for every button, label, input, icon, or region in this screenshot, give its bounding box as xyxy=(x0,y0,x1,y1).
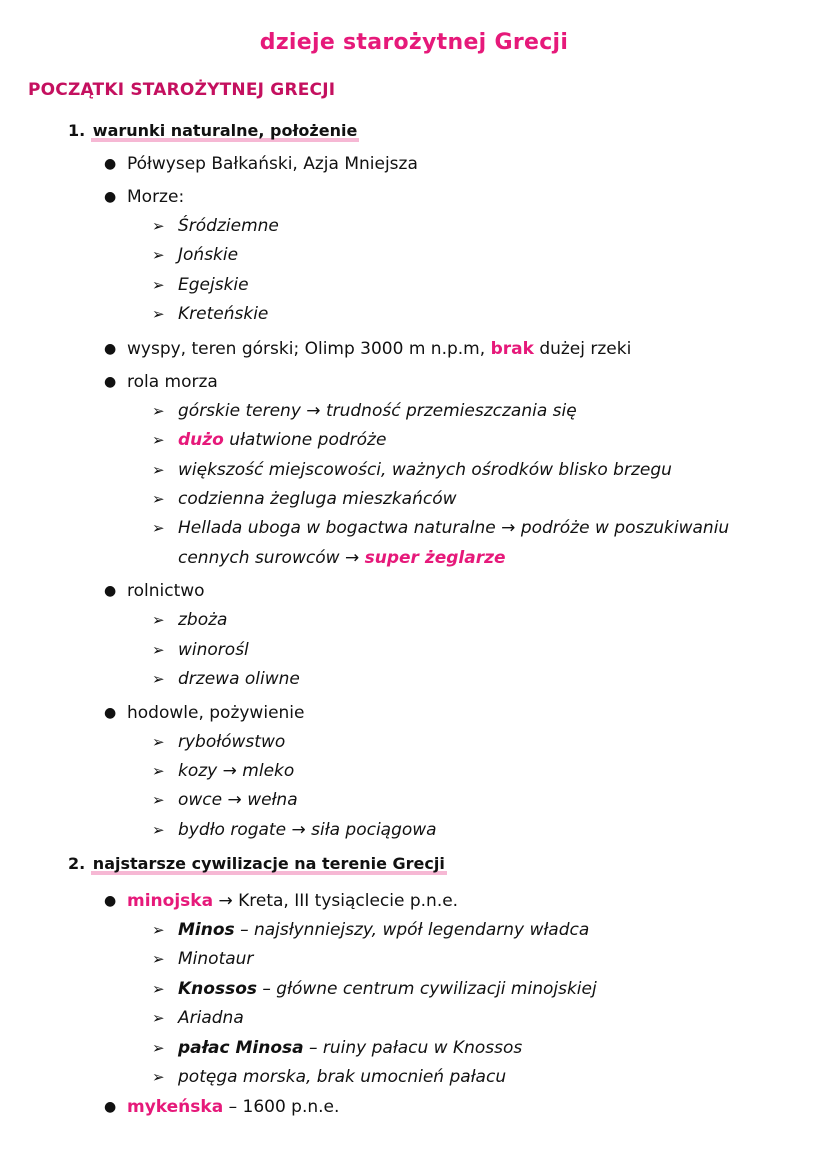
highlight-text: minojska xyxy=(127,891,214,911)
chevron-right-icon: ➢ xyxy=(152,1039,165,1057)
list-item: ● rolnictwo xyxy=(104,581,205,601)
sub-item: ➢ Knossos – główne centrum cywilizacji minojskiej xyxy=(152,979,597,999)
sub-item: ➢ bydło rogate → siła pociągowa xyxy=(152,820,437,840)
chevron-right-icon: ➢ xyxy=(152,762,165,780)
chevron-right-icon: ➢ xyxy=(152,980,165,998)
sub-item: ➢ pałac Minosa – ruiny pałacu w Knossos xyxy=(152,1038,523,1058)
section-1-number: 1. xyxy=(68,121,86,140)
sub-item: ➢ Minotaur xyxy=(152,949,254,969)
section-2-title: najstarsze cywilizacje na terenie Grecji xyxy=(91,854,447,876)
list-item: ● rola morza xyxy=(104,372,218,392)
chevron-right-icon: ➢ xyxy=(152,305,165,323)
sub-item: ➢ kozy → mleko xyxy=(152,761,295,781)
sub-item: ➢ Hellada uboga w bogactwa naturalne → podróże w poszukiwaniu xyxy=(152,518,730,538)
chevron-right-icon: ➢ xyxy=(152,1009,165,1027)
chevron-right-icon: ➢ xyxy=(152,641,165,659)
list-item: ● mykeńska – 1600 p.n.e. xyxy=(104,1097,340,1117)
sub-item: ➢ Kreteńskie xyxy=(152,304,269,324)
highlight-text: super żeglarze xyxy=(364,548,506,568)
arrow-right-icon: → xyxy=(306,401,321,421)
chevron-right-icon: ➢ xyxy=(152,217,165,235)
chevron-right-icon: ➢ xyxy=(152,519,165,537)
section-1-title: warunki naturalne, położenie xyxy=(91,121,360,143)
chevron-right-icon: ➢ xyxy=(152,733,165,751)
chevron-right-icon: ➢ xyxy=(152,276,165,294)
sub-item: ➢ potęga morska, brak umocnień pałacu xyxy=(152,1067,507,1087)
sub-item: ➢ Minos – najsłynniejszy, wpół legendarny władca xyxy=(152,920,590,940)
chevron-right-icon: ➢ xyxy=(152,461,165,479)
sub-item: ➢ Egejskie xyxy=(152,275,249,295)
arrow-right-icon: → xyxy=(218,891,233,911)
section-2-number: 2. xyxy=(68,854,86,873)
highlight-text: dużo xyxy=(178,430,224,450)
chevron-right-icon: ➢ xyxy=(152,1068,165,1086)
arrow-right-icon: → xyxy=(344,548,360,568)
sub-item: ➢ większość miejscowości, ważnych ośrodków blisko brzegu xyxy=(152,460,672,480)
sub-item: ➢ zboża xyxy=(152,610,228,630)
chevron-right-icon: ➢ xyxy=(152,950,165,968)
arrow-right-icon: → xyxy=(222,761,237,781)
highlight-text: brak xyxy=(490,339,534,359)
highlight-text: mykeńska xyxy=(127,1097,224,1117)
arrow-right-icon: → xyxy=(501,518,516,538)
list-item: ● Morze: xyxy=(104,187,185,207)
list-item: ● hodowle, pożywienie xyxy=(104,703,305,723)
sub-item: ➢ codzienna żegluga mieszkańców xyxy=(152,489,457,509)
sub-item: ➢ Jońskie xyxy=(152,245,239,265)
document-title: dzieje starożytnej Grecji xyxy=(259,30,569,55)
sub-item: ➢ górskie tereny → trudność przemieszczania się xyxy=(152,401,577,421)
chevron-right-icon: ➢ xyxy=(152,490,165,508)
chevron-right-icon: ➢ xyxy=(152,670,165,688)
list-item: ● minojska → Kreta, III tysiąclecie p.n.e. xyxy=(104,891,459,911)
chevron-right-icon: ➢ xyxy=(152,791,165,809)
section-2-heading xyxy=(68,854,447,873)
sub-item: ➢ Ariadna xyxy=(152,1008,244,1028)
chevron-right-icon: ➢ xyxy=(152,402,165,420)
chevron-right-icon: ➢ xyxy=(152,921,165,939)
sub-item: ➢ rybołówstwo xyxy=(152,732,286,752)
arrow-right-icon: → xyxy=(291,820,306,840)
chevron-right-icon: ➢ xyxy=(152,431,165,449)
list-item: ● Półwysep Bałkański, Azja Mniejsza xyxy=(104,154,418,174)
section-heading: POCZĄTKI STAROŻYTNEJ GRECJI xyxy=(28,80,336,100)
chevron-right-icon: ➢ xyxy=(152,246,165,264)
sub-item-continuation: cennych surowców → super żeglarze xyxy=(178,548,506,568)
sub-item: ➢ winorośl xyxy=(152,640,249,660)
sub-item: ➢ owce → wełna xyxy=(152,790,298,810)
sub-item: ➢ dużo ułatwione podróże xyxy=(152,430,387,450)
arrow-right-icon: → xyxy=(227,790,242,810)
section-1-heading xyxy=(68,121,359,140)
list-item: ● wyspy, teren górski; Olimp 3000 m n.p.m, brak dużej rzeki xyxy=(104,339,632,359)
chevron-right-icon: ➢ xyxy=(152,821,165,839)
sub-item: ➢ Śródziemne xyxy=(152,216,279,236)
sub-item: ➢ drzewa oliwne xyxy=(152,669,300,689)
chevron-right-icon: ➢ xyxy=(152,611,165,629)
